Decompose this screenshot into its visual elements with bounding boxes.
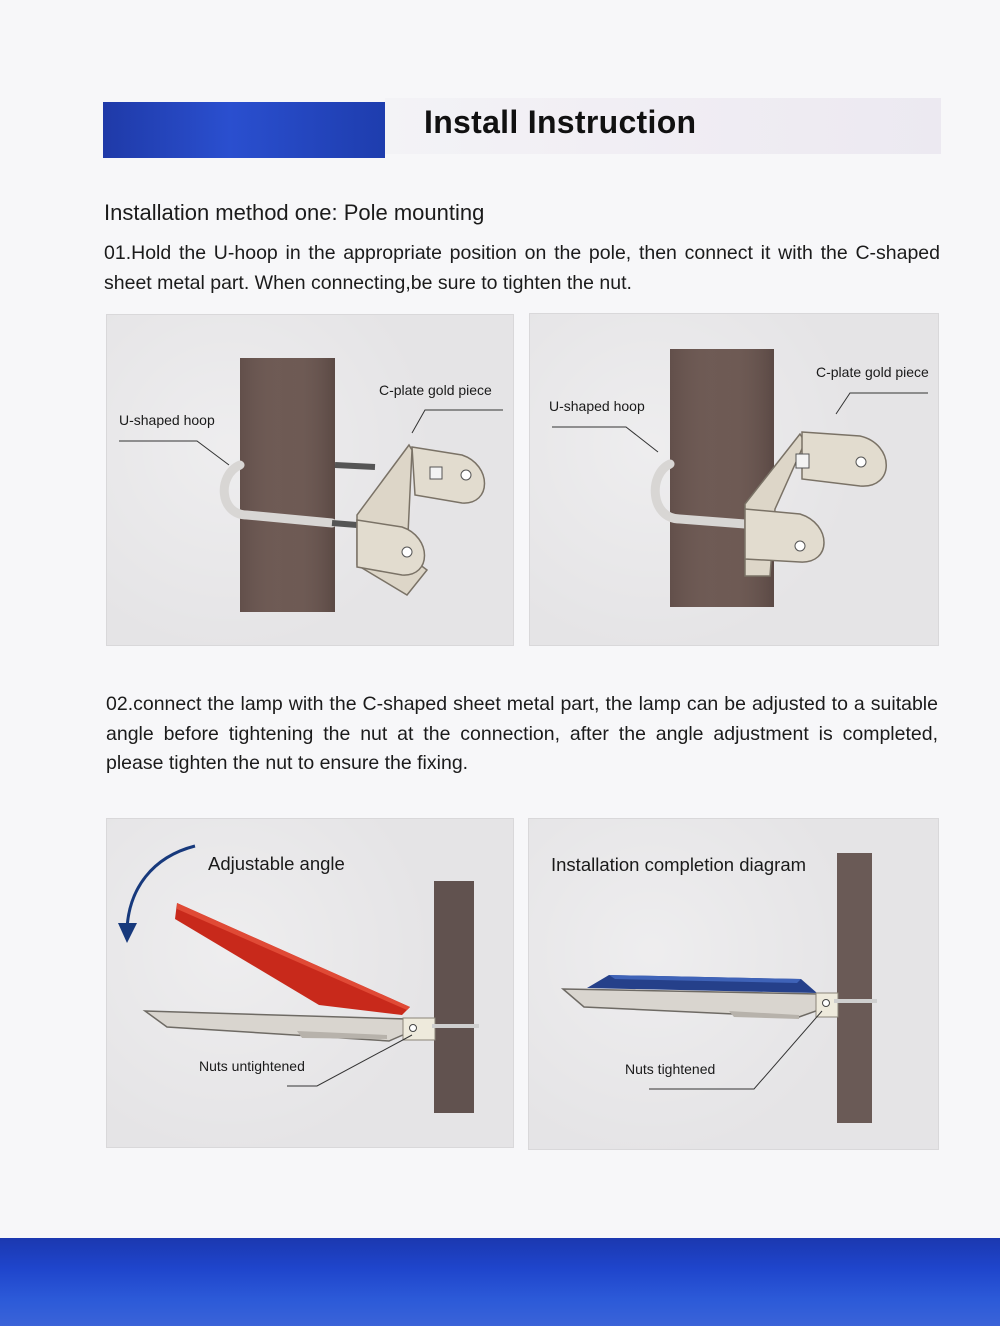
- label-u-shaped-hoop: U-shaped hoop: [549, 398, 645, 414]
- label-c-plate: C-plate gold piece: [816, 364, 929, 380]
- figure-hoop-exploded: [106, 314, 514, 646]
- figure-adjustable-angle: [106, 818, 514, 1148]
- hoop-exploded-illustration: [107, 315, 513, 645]
- page-title: Install Instruction: [424, 104, 697, 140]
- caption-installation-complete: Installation completion diagram: [551, 854, 807, 875]
- method-title: Installation method one: Pole mounting: [104, 200, 485, 225]
- caption-adjustable-angle: Adjustable angle: [208, 853, 345, 874]
- label-u-shaped-hoop: U-shaped hoop: [119, 412, 215, 428]
- step-2-text: 02.connect the lamp with the C-shaped sheet metal part, the lamp can be adjusted to a suitable angle before tightening the nut at the connection, after the angle adjustment is completed, please tighten the nut to ensure the fixing.: [106, 693, 938, 774]
- figure-installation-complete: [528, 818, 939, 1150]
- figure-hoop-assembled: [529, 313, 939, 646]
- label-c-plate: C-plate gold piece: [379, 382, 492, 398]
- curved-arrow-icon: [118, 846, 195, 943]
- header-blue-band: [103, 102, 385, 158]
- step-1-text: 01.Hold the U-hoop in the appropriate position on the pole, then connect it with the C-shaped sheet metal part. When connecting,be sure to tighten the nut.: [104, 242, 940, 294]
- label-nuts-tightened: Nuts tightened: [625, 1061, 716, 1077]
- label-nuts-untightened: Nuts untightened: [199, 1058, 305, 1074]
- footer-blue-band: [0, 1238, 1000, 1326]
